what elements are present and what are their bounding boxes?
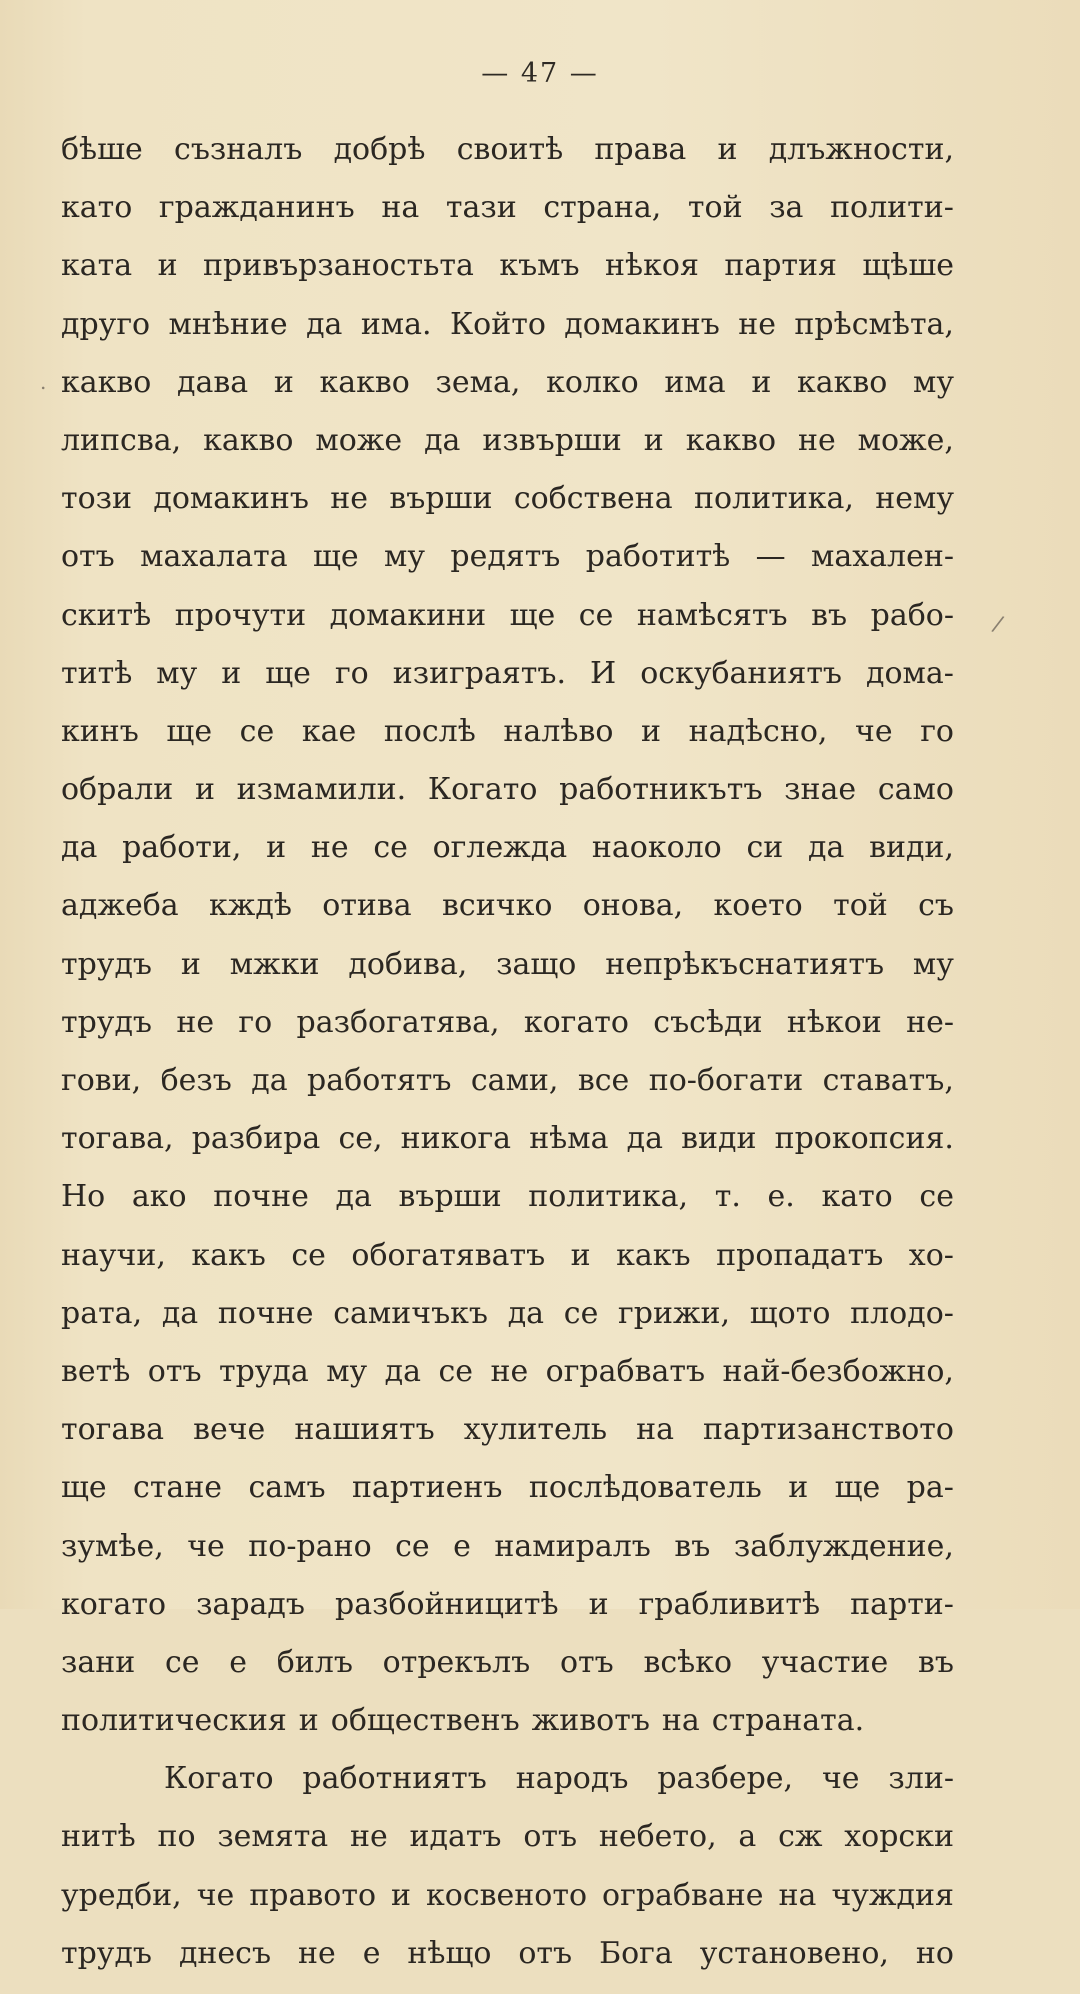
text-line <box>61 1529 954 1587</box>
word: колко <box>546 364 639 400</box>
word: аджеба <box>61 888 179 924</box>
word: зани <box>61 1644 136 1680</box>
word: той <box>833 888 888 924</box>
word: ако <box>131 1179 187 1215</box>
word: кае <box>301 713 357 749</box>
word: му <box>326 1353 368 1389</box>
word: зумѣе, <box>61 1528 164 1564</box>
word: длъжности, <box>768 132 954 167</box>
text-line <box>61 1878 954 1936</box>
text-line <box>61 947 954 1005</box>
word: кинъ <box>61 713 139 749</box>
word: собствена <box>513 481 673 517</box>
word: косвеното <box>426 1877 588 1913</box>
word: да <box>807 830 845 866</box>
word: ра- <box>906 1470 954 1506</box>
word: уредби, <box>61 1877 182 1913</box>
word: редятъ <box>450 539 561 575</box>
word: всичко <box>442 888 553 924</box>
word: тогава, <box>61 1121 174 1157</box>
text-line <box>61 1354 954 1412</box>
text-line <box>61 1761 954 1819</box>
text-line <box>61 248 954 306</box>
word: изиграятъ. <box>392 655 567 691</box>
word: рата, <box>61 1295 143 1331</box>
word: какъ <box>191 1237 266 1273</box>
word: трудъ <box>61 1935 153 1971</box>
word: домакинъ <box>564 306 720 342</box>
word: като <box>61 190 133 226</box>
word: знае <box>784 772 857 808</box>
text-line <box>61 423 954 481</box>
word: си <box>746 830 784 866</box>
word: че <box>196 1877 235 1913</box>
word: трудъ <box>61 1004 153 1040</box>
word: че <box>855 713 893 749</box>
word: политическия <box>61 1703 287 1739</box>
word: по-богати <box>648 1063 804 1098</box>
word: земята <box>217 1819 329 1855</box>
word: зарадъ <box>196 1586 305 1622</box>
word: добрѣ <box>333 132 426 167</box>
word: му <box>156 655 198 691</box>
word: права <box>594 132 687 167</box>
word: работи, <box>122 830 242 866</box>
word: ще <box>834 1470 881 1506</box>
word: почне <box>217 1295 314 1331</box>
word: прокопсия. <box>774 1121 954 1157</box>
word: на <box>636 1412 674 1448</box>
word: не <box>176 1004 215 1040</box>
word: а <box>738 1819 757 1855</box>
word: какво <box>685 422 777 458</box>
word: обрали <box>61 772 174 808</box>
word: махален- <box>811 539 954 575</box>
word: домакини <box>329 597 487 633</box>
word: и <box>266 830 287 866</box>
text-line <box>61 1703 954 1761</box>
word: оглежда <box>432 830 568 866</box>
word: т. <box>714 1179 741 1215</box>
word: мнѣние <box>168 306 288 342</box>
word: общественъ <box>330 1703 520 1739</box>
word: партиенъ <box>351 1470 503 1506</box>
word: гови, <box>61 1063 142 1098</box>
word: ще <box>61 1470 107 1506</box>
word: щото <box>749 1295 831 1331</box>
word: Който <box>449 306 546 342</box>
word: съсѣди <box>653 1004 763 1040</box>
word: ката <box>61 248 133 284</box>
word: заблуждение, <box>733 1528 954 1564</box>
word: на <box>778 1877 817 1913</box>
word: е <box>229 1644 248 1680</box>
word: се <box>239 713 275 749</box>
word: че <box>821 1761 860 1797</box>
word: му <box>383 539 425 575</box>
word: прочути <box>174 597 307 633</box>
word: въ <box>918 1644 954 1680</box>
word: правото <box>249 1877 377 1913</box>
word: Бога <box>599 1935 673 1971</box>
word: и <box>221 655 242 691</box>
word: отъ <box>147 1353 202 1389</box>
word: се <box>164 1644 200 1680</box>
word: и <box>788 1470 809 1506</box>
word: когато <box>61 1586 167 1622</box>
word: какво <box>61 364 152 400</box>
word: гражданинъ <box>158 190 355 226</box>
word: стане <box>133 1470 223 1506</box>
word: обогатяватъ <box>351 1237 546 1273</box>
word: отъ <box>559 1644 614 1680</box>
text-line <box>61 190 954 248</box>
word: не <box>330 481 369 517</box>
text-line <box>61 539 954 597</box>
word: да <box>626 1121 663 1157</box>
text-line <box>61 132 954 190</box>
word: да <box>335 1179 372 1215</box>
word: му <box>912 946 954 982</box>
word: животъ <box>531 1703 650 1739</box>
word: и <box>641 713 661 749</box>
word: въ <box>811 597 848 633</box>
word: партия <box>724 248 837 284</box>
margin-pencil-mark: / <box>989 611 1006 638</box>
word: му <box>913 364 954 400</box>
word: наоколо <box>591 830 722 866</box>
word: друго <box>61 306 151 342</box>
word: налѣво <box>503 713 614 749</box>
margin-dot-mark: . <box>40 370 47 394</box>
word: отъ <box>523 1819 578 1855</box>
word: какво <box>203 422 294 458</box>
word: нѣкои <box>786 1004 882 1040</box>
word: прѣсмѣта, <box>794 306 954 342</box>
word: се <box>919 1179 954 1215</box>
word: все <box>577 1063 630 1098</box>
word: съ <box>918 888 954 924</box>
word: разбира <box>191 1121 321 1157</box>
word: се, <box>338 1121 383 1157</box>
word: само <box>877 772 954 808</box>
word: чуждия <box>831 1877 954 1913</box>
word: отрекълъ <box>382 1644 531 1680</box>
word: какво <box>319 364 410 400</box>
word: отъ <box>61 539 115 575</box>
word: да <box>507 1295 545 1331</box>
word: по-рано <box>248 1528 372 1564</box>
word: И <box>590 655 617 691</box>
word: има. <box>360 306 432 342</box>
word: има <box>664 364 726 400</box>
word: да <box>424 422 461 458</box>
word: титѣ <box>61 655 133 691</box>
word: мжки <box>229 946 320 982</box>
word: разбогатява, <box>296 1004 500 1040</box>
word: той <box>687 190 743 226</box>
word: като <box>821 1179 893 1215</box>
word: надѣсно, <box>688 713 828 749</box>
word: ограбване <box>602 1877 764 1913</box>
word: го <box>334 655 369 691</box>
word: грабливитѣ <box>638 1586 821 1622</box>
word: е. <box>767 1179 795 1215</box>
text-line <box>61 1179 954 1237</box>
word: нашиятъ <box>294 1412 435 1448</box>
text-line <box>61 772 954 830</box>
word: и <box>588 1586 609 1622</box>
word: труда <box>218 1353 309 1389</box>
word: се <box>563 1295 599 1331</box>
word: на <box>381 190 420 226</box>
word: ветѣ <box>61 1353 131 1389</box>
word: самичъкъ <box>333 1295 488 1331</box>
word: идатъ <box>409 1819 502 1855</box>
word: е <box>362 1935 381 1971</box>
word: политика, <box>694 481 854 517</box>
word: да <box>161 1295 199 1331</box>
word: не- <box>906 1004 954 1040</box>
word: да <box>306 306 343 342</box>
word: нѣма <box>529 1121 609 1157</box>
word: разбере, <box>657 1761 794 1797</box>
word: вече <box>193 1412 266 1448</box>
word: зли- <box>888 1761 954 1797</box>
text-line <box>61 1412 954 1470</box>
word: нѣкоя <box>605 248 699 284</box>
word: парти- <box>850 1586 954 1622</box>
word: и <box>157 248 178 284</box>
word: рабо- <box>870 597 954 633</box>
word: измамили. <box>236 772 407 808</box>
word: този <box>61 481 133 517</box>
word: работятъ <box>307 1063 452 1098</box>
word: не <box>310 830 349 866</box>
word: привързаностьта <box>203 248 474 284</box>
word: и <box>643 422 664 458</box>
word: се <box>395 1528 430 1564</box>
word: послѣдователь <box>528 1470 762 1506</box>
text-line <box>61 1645 954 1703</box>
word: да <box>61 830 98 866</box>
word: види, <box>869 830 954 866</box>
word: безъ <box>160 1063 232 1098</box>
word: — <box>755 539 786 575</box>
word: послѣ <box>383 713 476 749</box>
word: види <box>681 1121 757 1157</box>
word: и <box>194 772 215 808</box>
word: Но <box>61 1179 106 1215</box>
word: Когато <box>427 772 538 808</box>
word: и <box>273 364 294 400</box>
word: ставатъ, <box>822 1063 954 1098</box>
word: ще <box>509 597 556 633</box>
word: зема, <box>435 364 521 400</box>
word: Когато <box>164 1761 274 1797</box>
word: и <box>298 1703 319 1739</box>
word: се <box>373 830 408 866</box>
word: какъ <box>616 1237 691 1273</box>
word: плодо- <box>850 1295 954 1331</box>
word: че <box>187 1528 225 1564</box>
word: ще <box>166 713 213 749</box>
word: не <box>797 422 836 458</box>
word: самъ <box>248 1470 326 1506</box>
word: политика, <box>528 1179 689 1215</box>
word: установено, <box>699 1935 889 1971</box>
word: непрѣкъснатиятъ <box>605 946 885 982</box>
word: хорски <box>844 1819 954 1855</box>
word: къмъ <box>499 248 580 284</box>
word: нитѣ <box>61 1819 136 1855</box>
word: небето, <box>598 1819 717 1855</box>
word: участие <box>761 1644 889 1680</box>
text-line <box>61 1587 954 1645</box>
word: полити- <box>830 190 954 226</box>
word: на <box>661 1703 700 1739</box>
word: добива, <box>348 946 468 982</box>
word: работниятъ <box>302 1761 487 1797</box>
word: се <box>578 597 614 633</box>
word: върши <box>398 1179 502 1215</box>
text-line <box>61 888 954 946</box>
word: и <box>391 1877 412 1913</box>
word: и <box>180 946 201 982</box>
word: всѣко <box>643 1644 733 1680</box>
text-line <box>61 481 954 539</box>
word: дава <box>177 364 249 400</box>
word: най-безбожно, <box>722 1353 954 1389</box>
word: не <box>349 1819 388 1855</box>
word: намѣсятъ <box>636 597 788 633</box>
word: бѣше <box>61 132 143 167</box>
word: народъ <box>515 1761 629 1797</box>
word: не <box>738 306 777 342</box>
word: може, <box>857 422 954 458</box>
word: да <box>384 1353 422 1389</box>
word: което <box>713 888 803 924</box>
text-line <box>61 1063 954 1121</box>
word: страна, <box>543 190 662 226</box>
word: пропадатъ <box>716 1237 884 1273</box>
word: тогава <box>61 1412 165 1448</box>
word: работникътъ <box>559 772 763 808</box>
text-line <box>61 830 954 888</box>
word: не <box>298 1935 336 1971</box>
word: извърши <box>482 422 622 458</box>
word: оскубаниятъ <box>640 655 843 691</box>
word: онова, <box>582 888 684 924</box>
word: се <box>291 1237 326 1273</box>
word: дома- <box>866 655 954 691</box>
text-line <box>61 1238 954 1296</box>
word: своитѣ <box>456 132 564 167</box>
text-line <box>61 1936 954 1994</box>
body-text <box>61 132 954 1994</box>
word: ще <box>312 539 359 575</box>
word: скитѣ <box>61 597 152 633</box>
word: върши <box>389 481 493 517</box>
word: сами, <box>470 1063 559 1098</box>
word: е <box>453 1528 471 1564</box>
word: какво <box>796 364 888 400</box>
text-line <box>61 307 954 365</box>
word: ограбватъ <box>545 1353 706 1389</box>
text-line <box>61 656 954 714</box>
word: съзналъ <box>174 132 303 167</box>
text-line <box>61 714 954 772</box>
word: по <box>157 1819 196 1855</box>
word: билъ <box>276 1644 353 1680</box>
word: нѣщо <box>407 1935 492 1971</box>
text-line <box>61 365 954 423</box>
word: се <box>438 1353 474 1389</box>
text-line <box>61 1121 954 1179</box>
word: но <box>915 1935 954 1971</box>
word: грижи, <box>618 1295 731 1331</box>
word: въ <box>674 1528 711 1564</box>
word: сж <box>778 1819 823 1855</box>
word: хулитель <box>463 1412 608 1448</box>
word: и <box>717 132 738 167</box>
word: да <box>251 1063 288 1098</box>
word: партизанството <box>703 1412 954 1448</box>
word: днесъ <box>178 1935 272 1971</box>
word: го <box>920 713 954 749</box>
word: и <box>570 1237 591 1273</box>
word: липсва, <box>61 422 182 458</box>
word: за <box>769 190 804 226</box>
word: хо- <box>908 1237 954 1273</box>
word: отива <box>322 888 412 924</box>
text-line <box>61 598 954 656</box>
word: научи, <box>61 1237 166 1273</box>
word: домакинъ <box>153 481 309 517</box>
page-number: — 47 — <box>481 58 599 89</box>
word: тази <box>445 190 517 226</box>
word: трудъ <box>61 946 153 982</box>
word: нему <box>875 481 954 517</box>
word: никога <box>400 1121 512 1157</box>
word: и <box>751 364 772 400</box>
word: махалата <box>140 539 288 575</box>
text-line <box>61 1470 954 1528</box>
word: ще <box>265 655 311 691</box>
text-line <box>61 1819 954 1877</box>
word: щѣше <box>862 248 954 284</box>
word: кждѣ <box>209 888 292 924</box>
word: разбойницитѣ <box>335 1586 559 1622</box>
word: не <box>490 1353 529 1389</box>
word: може <box>315 422 403 458</box>
word: намиралъ <box>494 1528 651 1564</box>
text-line <box>61 1005 954 1063</box>
text-line <box>61 1296 954 1354</box>
word: го <box>238 1004 273 1040</box>
word: почне <box>213 1179 309 1215</box>
word: страната. <box>711 1703 865 1739</box>
word: когато <box>523 1004 629 1040</box>
word: работитѣ <box>585 539 731 575</box>
word: отъ <box>518 1935 573 1971</box>
word: защо <box>496 946 577 982</box>
